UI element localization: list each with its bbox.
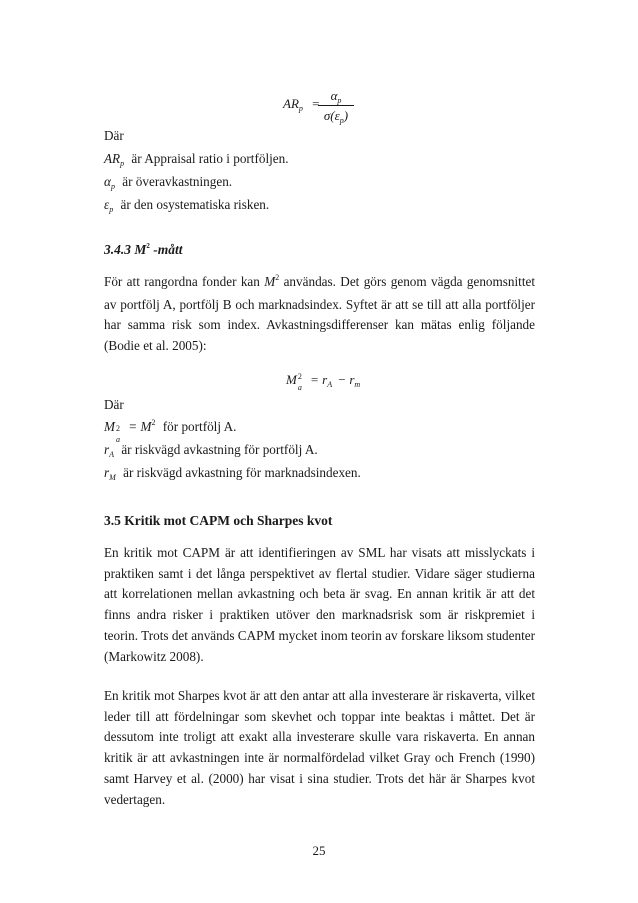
formula-denominator-close: ) xyxy=(343,108,349,123)
defs1-intro: Där xyxy=(104,128,124,143)
para-symbol: M xyxy=(264,274,276,289)
formula-m2-minus: − r xyxy=(337,372,355,387)
paragraph-343 xyxy=(104,272,535,357)
para-symbol-sup: 2 xyxy=(275,273,280,282)
def-symbol-sup: 2 xyxy=(116,424,120,433)
formula-appraisal-ratio xyxy=(283,96,319,112)
def-item xyxy=(104,195,269,217)
formula-numerator-sub: p xyxy=(337,96,342,105)
heading-suffix: -mått xyxy=(149,242,183,257)
formula-lhs-sub: p xyxy=(298,104,303,113)
formula-lhs: AR xyxy=(283,96,299,111)
def-item xyxy=(104,149,289,171)
def-symbol: M xyxy=(104,419,115,434)
def-mid: = M xyxy=(128,419,152,434)
formula-denominator: σ(ε xyxy=(323,108,340,123)
def-text: är överavkastningen. xyxy=(122,174,233,189)
def-symbol: ε xyxy=(104,197,110,212)
heading-prefix: 3.4.3 M xyxy=(104,242,147,257)
def-text: är riskvägd avkastning för portfölj A. xyxy=(121,442,318,457)
section-heading-35: 3.5 Kritik mot CAPM och Sharpes kvot xyxy=(104,513,333,528)
def-text: för portfölj A. xyxy=(162,419,237,434)
para-part2: användas. Det görs genom vägda genomsnittet av portfölj A, portfölj B och marknadsindex. Syftet är att se till att alla portföljer har samma risk som index. Avkastningsdifferenser kan mätas enlig följande (Bodie et al. 2005): xyxy=(104,274,535,354)
defs2-intro: Där xyxy=(104,397,124,412)
formula-fraction xyxy=(318,88,354,124)
def-symbol-sub: p xyxy=(120,159,125,168)
formula-m2-sup: 2 xyxy=(297,372,302,381)
def-symbol-sub: A xyxy=(109,450,115,459)
section-heading-343 xyxy=(104,242,183,258)
fraction-bar xyxy=(318,105,354,106)
def-symbol: α xyxy=(104,174,111,189)
def-text: är den osystematiska risken. xyxy=(120,197,270,212)
def-item xyxy=(104,440,318,462)
def-text: är Appraisal ratio i portföljen. xyxy=(131,151,289,166)
def-symbol-sub: a xyxy=(116,435,120,444)
def-mid-sup: 2 xyxy=(151,418,156,427)
def-symbol-sub: p xyxy=(109,205,114,214)
formula-m2 xyxy=(286,372,361,392)
formula-m2-sub: a xyxy=(297,383,302,392)
formula-m2-rhs-sub1: A xyxy=(327,380,333,389)
formula-m2-lhs: M xyxy=(286,372,297,387)
def-symbol: r xyxy=(104,442,110,457)
def-item xyxy=(104,417,237,444)
formula-m2-rhs: = r xyxy=(310,372,328,387)
paragraph-35-1: En kritik mot CAPM är att identifieringen av SML har visats att misslyckats i praktiken samt i det långa perspektivet av flertal studier. Vidare säger studierna att korrelationen mellan avkastning och beta är svag. En annan kritik är att det finns andra risker i praktiken utöver den marknadsrisk som är riskpremiet i teorin. Trots det används CAPM mycket inom teorin av forskare liksom studenter (Markowitz 2008). xyxy=(104,545,535,664)
def-symbol-sub: M xyxy=(109,473,116,482)
para-part1: För att rangordna fonder kan xyxy=(104,274,265,289)
formula-equals: = xyxy=(312,96,320,111)
heading-sup: 2 xyxy=(146,242,150,250)
def-item xyxy=(104,463,361,485)
formula-numerator: α xyxy=(330,88,338,103)
def-symbol: r xyxy=(104,465,110,480)
def-symbol-sub: p xyxy=(110,182,115,191)
def-symbol: AR xyxy=(104,151,121,166)
page-number: 25 xyxy=(312,843,326,858)
paragraph-35-2: En kritik mot Sharpes kvot är att den antar att alla investerare är riskaverta, vilket leder till att fördelningar som skevhet och toppar inte beaktas i måttet. Det är dessutom inte troligt att exakt alla investerare skulle vara riskaverta. En annan kritik är att avkastningen inte är normalfördelad vilket Gray och French (1990) samt Harvey et al. (2000) har visat i sina studier. Trots det här är Sharpes kvot vedertagen. xyxy=(104,688,535,807)
def-item xyxy=(104,172,232,194)
formula-denominator-sub: p xyxy=(339,116,344,125)
def-text: är riskvägd avkastning för marknadsindexen. xyxy=(123,465,361,480)
formula-m2-rhs-sub2: m xyxy=(354,380,361,389)
